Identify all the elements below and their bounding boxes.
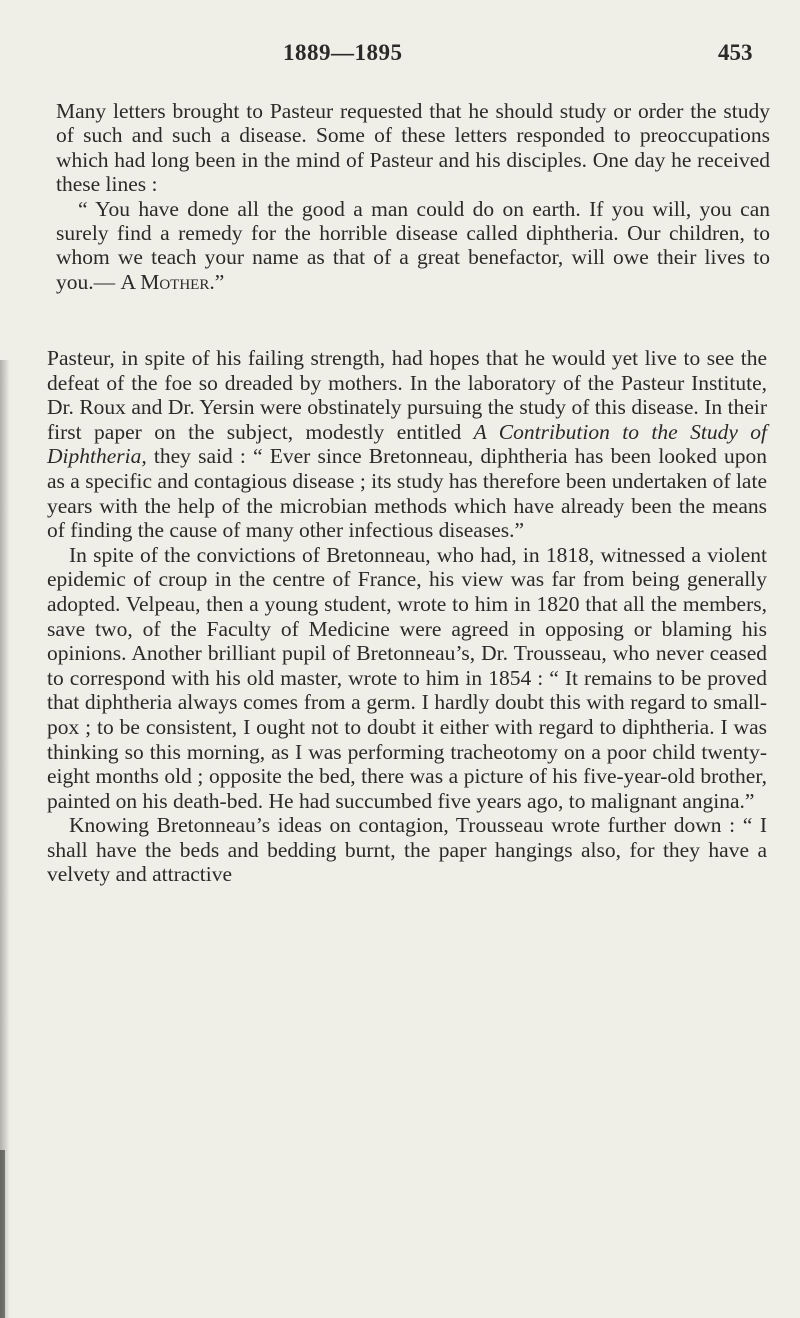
paragraph-roux-yersin: [47, 346, 767, 543]
paper-title: A Contribution to the Study of Diphtheria,: [47, 419, 768, 469]
paragraph-intro: Many letters brought to Pasteur requested that he should study or order the study of such and such a disease. Some of these letters responded to preoccupations which had long been in the mind of Pasteur and his disciples. One day he received these lines :: [56, 99, 770, 197]
paragraph-trousseau: Knowing Bretonneau’s ideas on contagion, Trousseau wrote further down : “ I shall have the beds and bedding burnt, the paper hangings also, for they have a velvety and attractive: [47, 813, 767, 887]
page-number: 453: [718, 40, 753, 65]
text-block-upper: [56, 99, 770, 294]
paragraph-mother-letter: [56, 197, 770, 295]
letter-signature: A Mother.”: [120, 269, 225, 294]
running-head-title: 1889—1895: [283, 40, 403, 65]
binding-edge: [0, 1150, 5, 1318]
text-block-lower: [47, 346, 767, 887]
paragraph-bretonneau: In spite of the convictions of Bretonneau, who had, in 1818, witnessed a violent epidemic of croup in the centre of France, his view was far from being generally adopted. Velpeau, then a young student, wrote to him in 1820 that all the members, save two, of the Faculty of Medicine were agreed in opposing or blaming his opinions. Another brilliant pupil of Bretonneau’s, Dr. Trousseau, who never ceased to correspond with his old master, wrote to him in 1854 : “ It remains to be proved that diphtheria always comes from a germ. I hardly doubt this with regard to small-pox ; to be consistent, I ought not to doubt it either with regard to diphtheria. I was thinking so this morning, as I was performing tracheotomy on a poor child twenty-eight months old ; opposite the bed, there was a picture of his five-year-old brother, painted on his death-bed. He had succumbed five years ago, to malignant angina.”: [47, 542, 767, 813]
roux-yersin-text-a: Pasteur, in spite of his failing strength, had hopes that he would yet live to see the defeat of the foe so dreaded by mothers. In the laboratory of the Pasteur Institute, Dr. Roux and Dr. Yersin were obstinately pursuing the study of this disease. In their first paper on the subject, modestly entitled: [47, 346, 767, 444]
roux-yersin-text-b: they said : “ Ever since Bretonneau, diphtheria has been looked upon as a specific and contagious disease ; its study has therefore been undertaken of late years with the help of the microbian methods which have already been the means of finding the cause of many other infectious diseases.”: [47, 444, 767, 543]
mother-letter-text: “ You have done all the good a man could do on earth. If you will, you can surely find a remedy for the horrible disease called diphtheria. Our children, to whom we teach your name as that of a great benefactor, will owe their lives to you.—: [56, 196, 770, 294]
running-head: [0, 40, 800, 84]
